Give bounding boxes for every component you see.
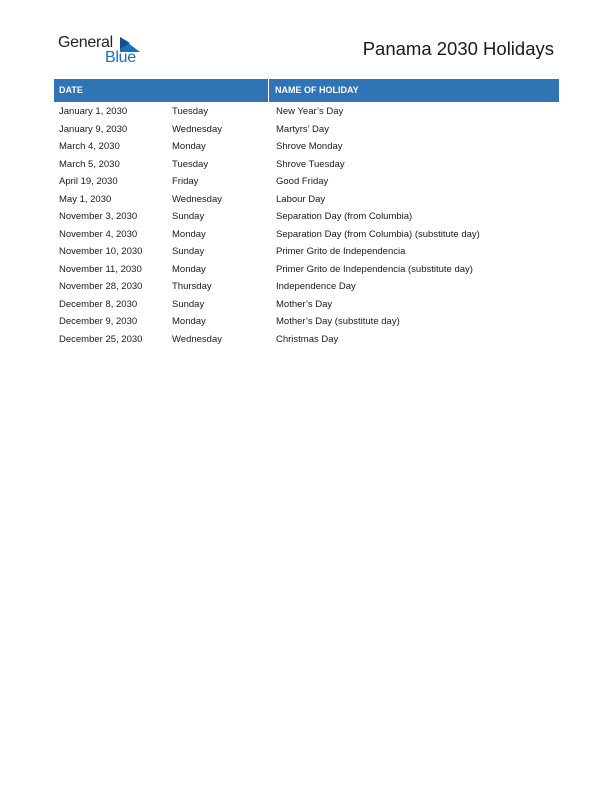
holiday-name: Separation Day (from Columbia) (substitute day) [276, 228, 480, 240]
holiday-date: November 4, 2030 [59, 228, 138, 240]
table-row [54, 138, 559, 156]
holiday-date: November 11, 2030 [59, 263, 142, 275]
holiday-name: Independence Day [276, 281, 356, 292]
table-header [54, 79, 559, 102]
holiday-date: April 19, 2030 [59, 176, 118, 187]
holiday-weekday: Monday [172, 141, 206, 152]
holiday-name: Good Friday [276, 176, 329, 187]
holiday-date: November 3, 2030 [59, 211, 138, 222]
holiday-table [54, 79, 559, 348]
holiday-weekday: Tuesday [172, 158, 209, 170]
logo [58, 34, 148, 68]
table-row [54, 156, 559, 174]
logo-blue-text: Blue [105, 49, 136, 66]
holiday-name: Mother’s Day (substitute day) [276, 316, 400, 327]
table-row [54, 331, 559, 349]
holiday-date: March 4, 2030 [59, 141, 120, 152]
page-title: Panama 2030 Holidays [362, 38, 554, 59]
table-row [54, 313, 559, 331]
holiday-name: Labour Day [276, 193, 326, 205]
table-row [54, 208, 559, 226]
holiday-weekday: Wednesday [172, 123, 222, 135]
logo-general-text: General [58, 34, 113, 51]
holiday-name: Primer Grito de Independencia [276, 246, 406, 257]
holiday-name: Christmas Day [276, 333, 339, 345]
holiday-weekday: Sunday [172, 211, 205, 222]
table-row [54, 243, 559, 261]
table-row [54, 103, 559, 121]
holiday-weekday: Sunday [172, 246, 205, 257]
holiday-weekday: Wednesday [172, 193, 222, 205]
holiday-name: Martyrs’ Day [276, 123, 329, 135]
holiday-weekday: Wednesday [172, 333, 222, 345]
holiday-date: May 1, 2030 [59, 193, 112, 205]
holiday-weekday: Monday [172, 263, 206, 275]
holiday-name: Separation Day (from Columbia) [276, 211, 413, 222]
table-row [54, 226, 559, 244]
holiday-name: New Year’s Day [276, 106, 344, 117]
holiday-weekday: Sunday [172, 298, 205, 310]
table-row [54, 191, 559, 209]
table-body [54, 103, 559, 348]
holiday-weekday: Monday [172, 316, 206, 327]
table-row [54, 173, 559, 191]
holiday-weekday: Thursday [172, 281, 212, 292]
holiday-date: December 8, 2030 [59, 298, 138, 310]
holiday-date: January 1, 2030 [59, 106, 128, 117]
column-header-name: NAME OF HOLIDAY [275, 85, 359, 95]
column-header-date: DATE [54, 79, 269, 102]
holiday-weekday: Friday [172, 176, 199, 187]
holiday-date: March 5, 2030 [59, 158, 120, 170]
holiday-date: December 9, 2030 [59, 316, 138, 327]
holiday-date: November 28, 2030 [59, 281, 143, 292]
holiday-weekday: Monday [172, 228, 206, 240]
table-row [54, 261, 559, 279]
holiday-date: November 10, 2030 [59, 246, 143, 257]
holiday-name: Shrove Tuesday [276, 158, 345, 170]
table-row [54, 121, 559, 139]
table-row [54, 296, 559, 314]
holiday-date: January 9, 2030 [59, 123, 128, 135]
holiday-name: Primer Grito de Independencia (substitute day) [276, 263, 473, 275]
table-row [54, 278, 559, 296]
holiday-name: Mother’s Day [276, 298, 333, 310]
holiday-weekday: Tuesday [172, 106, 209, 117]
holiday-date: December 25, 2030 [59, 333, 143, 345]
holiday-name: Shrove Monday [276, 141, 343, 152]
